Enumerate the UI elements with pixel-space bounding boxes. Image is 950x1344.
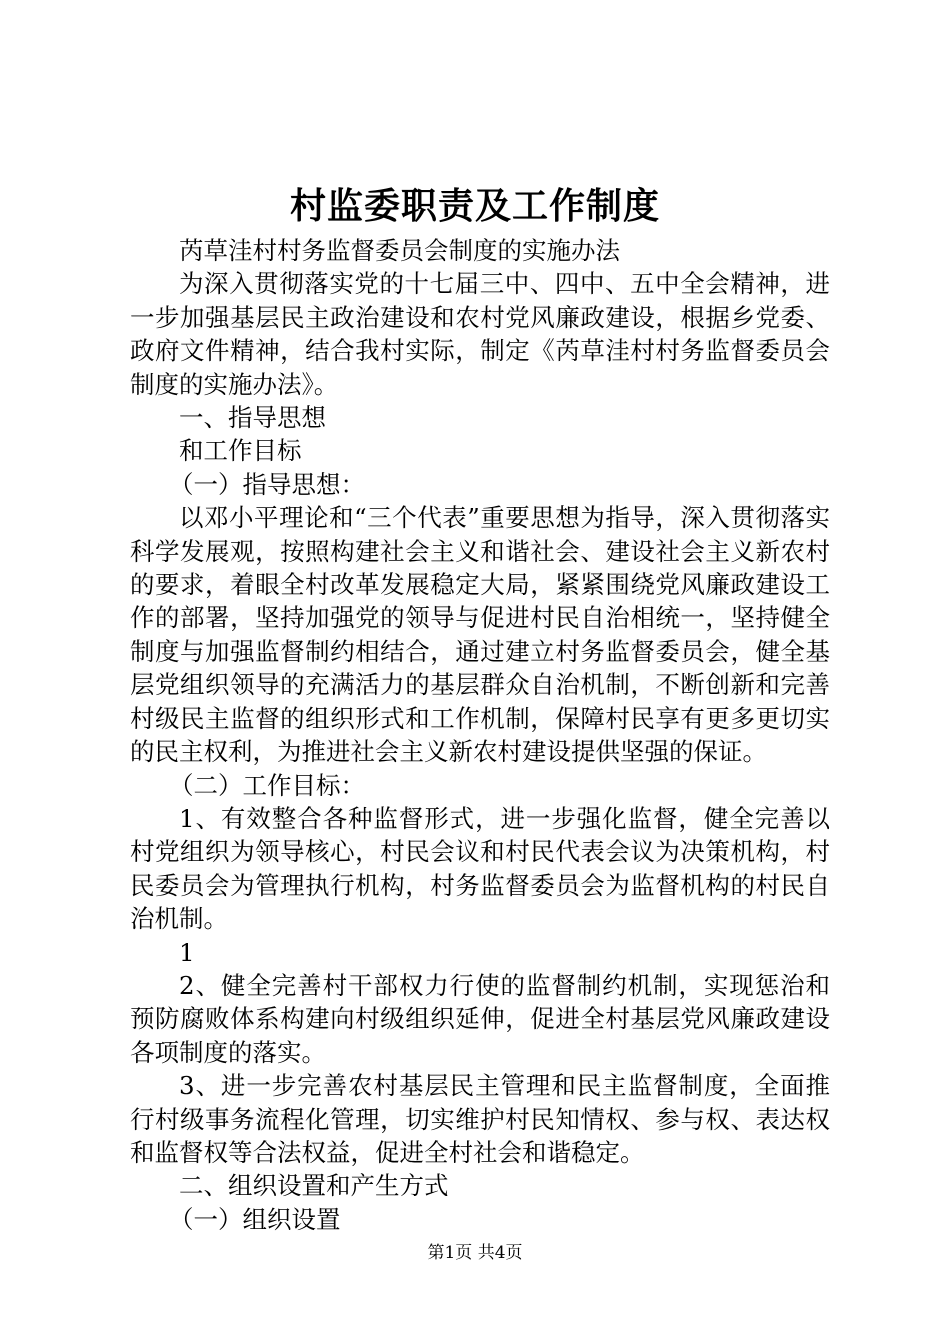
subheading-work-goal: （二）工作目标： bbox=[169, 770, 365, 800]
heading-guiding-thought: 一、指导思想 bbox=[179, 403, 326, 433]
document-title: 村监委职责及工作制度 bbox=[289, 186, 660, 227]
paragraph-intro: 为深入贯彻落实党的十七届三中、四中、五中全会精神，进一步加强基层民主政治建设和农村党风廉政建设，根据乡党委、政府文件精神，结合我村实际，制定《芮草洼村村务监督委员会制度的实施办法》。 bbox=[130, 269, 830, 399]
paragraph-stray-number: 1 bbox=[179, 937, 195, 967]
paragraph-goal-2: 2、健全完善村干部权力行使的监督制约机制，实现惩治和预防腐败体系构建向村级组织延伸，促进全村基层党风廉政建设各项制度的落实。 bbox=[130, 970, 830, 1067]
heading-work-goal: 和工作目标 bbox=[179, 436, 302, 466]
heading-organization: 二、组织设置和产生方式 bbox=[179, 1171, 449, 1201]
paragraph-goal-3: 3、进一步完善农村基层民主管理和民主监督制度，全面推行村级事务流程化管理，切实维护村民知情权、参与权、表达权和监督权等合法权益，促进全村社会和谐稳定。 bbox=[130, 1071, 830, 1167]
paragraph-goal-1: 1、有效整合各种监督形式，进一步强化监督，健全完善以村党组织为领导核心，村民会议和村民代表会议为决策机构，村民委员会为管理执行机构，村务监督委员会为监督机构的村民自治机制。 bbox=[130, 803, 830, 934]
paragraph-guiding-thought: 以邓小平理论和“三个代表”重要思想为指导，深入贯彻落实科学发展观，按照构建社会主义和谐社会、建设社会主义新农村的要求，着眼全村改革发展稳定大局，紧紧围绕党风廉政建设工作的部署，坚持加强党的领导与促进村民自治相统一，坚持健全制度与加强监督制约相结合，通过建立村务监督委员会，健全基层党组织领导的充满活力的基层群众自治机制，不断创新和完善村级民主监督的组织形式和工作机制，保障村民享有更多更切实的民主权利，为推进社会主义新农村建设提供坚强的保证。 bbox=[130, 503, 830, 767]
page-footer: 第1页 共4页 bbox=[427, 1243, 523, 1263]
paragraph-subtitle: 芮草洼村村务监督委员会制度的实施办法 bbox=[179, 236, 620, 265]
document-body bbox=[130, 234, 830, 1236]
subheading-organization-setup: （一）组织设置 bbox=[169, 1204, 341, 1234]
subheading-guiding-thought: （一）指导思想： bbox=[169, 469, 365, 499]
